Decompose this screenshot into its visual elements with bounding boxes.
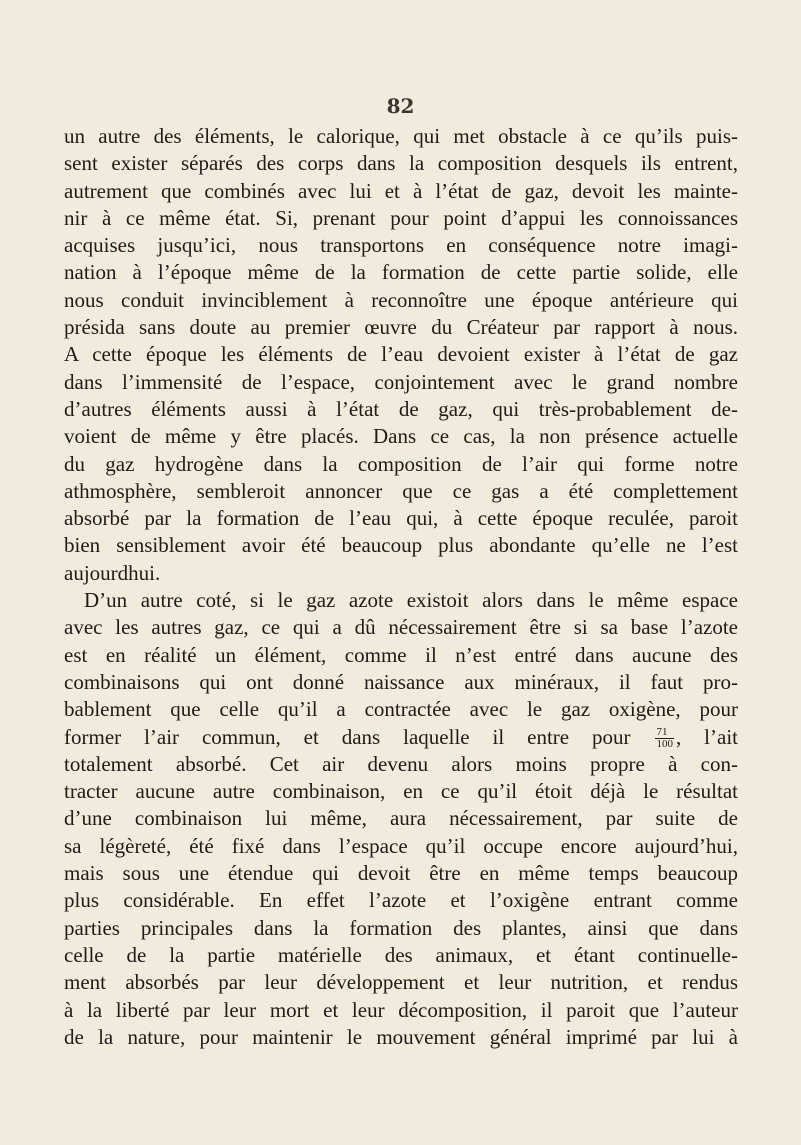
body-text <box>64 123 738 1051</box>
text-line: sent exister séparés des corps dans la composition desquels ils entrent, <box>64 151 738 176</box>
text-line: autrement que combinés avec lui et à l’état de gaz, devoit les mainte- <box>64 178 738 203</box>
text-line: un autre des éléments, le calorique, qui met obstacle à ce qu’ils puis- <box>64 124 738 148</box>
text-line: bien sensiblement avoir été beaucoup plus abondante qu’elle ne l’est <box>64 533 738 558</box>
text-line: parties principales dans la formation des plantes, ainsi que dans <box>64 915 738 940</box>
text-line: D’un autre coté, si le gaz azote existoit alors dans le même espace <box>84 588 738 613</box>
text-line: nous conduit invinciblement à reconnoître une époque antérieure qui <box>64 287 738 312</box>
text-line: voient de même y être placés. Dans ce cas, la non présence actuelle <box>64 424 738 449</box>
text-line: présida sans doute au premier œuvre du Créateur par rapport à nous. <box>64 315 738 340</box>
text-line: absorbé par la formation de l’eau qui, à cette époque reculée, paroit <box>64 506 738 531</box>
text-line: dans l’immensité de l’espace, conjointement avec le grand nombre <box>64 369 738 394</box>
text-line-with-fraction: former l’air commun, et dans laquelle il entre pour $\frac{71}{100}$ , l’ait <box>64 724 738 751</box>
text-line: est en réalité un élément, comme il n’est entré dans aucune des <box>64 642 738 667</box>
text-line: tracter aucune autre combinaison, en ce qu’il étoit déjà le résultat <box>64 779 738 804</box>
text-line: aujourdhui. <box>64 560 161 585</box>
text-line: du gaz hydrogène dans la composition de l’air qui forme notre <box>64 451 738 476</box>
text-line: bablement que celle qu’il a contractée avec le gaz oxigène, pour <box>64 697 738 722</box>
text-line: sa légèreté, été fixé dans l’espace qu’il occupe encore aujourd’hui, <box>64 833 738 858</box>
text-line: nation à l’époque même de la formation de cette partie solide, elle <box>64 260 738 285</box>
text-line: nir à ce même état. Si, prenant pour point d’appui les connoissances <box>64 205 738 230</box>
text-line: athmosphère, sembleroit annoncer que ce gas a été complettement <box>64 478 738 503</box>
text-line: combinaisons qui ont donné naissance aux minéraux, il faut pro- <box>64 669 738 694</box>
fraction-numerator: 71 <box>655 727 674 739</box>
text-line: celle de la partie matérielle des animaux, et étant continuelle- <box>64 942 738 967</box>
text-line: totalement absorbé. Cet air devenu alors moins propre à con- <box>64 751 738 776</box>
text-segment: l’ait <box>704 724 738 749</box>
fraction <box>655 727 674 750</box>
text-line: ment absorbés par leur développement et leur nutrition, et rendus <box>64 970 738 995</box>
text-line: à la liberté par leur mort et leur décomposition, il paroit que l’auteur <box>64 997 738 1022</box>
text-line: A cette époque les éléments de l’eau devoient exister à l’état de gaz <box>64 342 738 367</box>
text-line: de la nature, pour maintenir le mouvement général imprimé par lui à <box>64 1024 738 1049</box>
text-line: avec les autres gaz, ce qui a dû nécessairement être si sa base l’azote <box>64 615 738 640</box>
page-number: 82 <box>386 94 415 118</box>
fraction-denominator: 100 <box>656 738 673 751</box>
text-line: plus considérable. En effet l’azote et l’oxigène entrant comme <box>64 888 738 913</box>
text-segment: former l’air commun, et dans laquelle il entre pour <box>64 724 631 749</box>
text-line: d’autres éléments aussi à l’état de gaz, qui très-probablement de- <box>64 396 738 421</box>
text-line: d’une combinaison lui même, aura nécessairement, par suite de <box>64 806 738 831</box>
text-line: acquises jusqu’ici, nous transportons en conséquence notre imagi- <box>64 233 738 258</box>
text-line: mais sous une étendue qui devoit être en même temps beaucoup <box>64 861 738 886</box>
